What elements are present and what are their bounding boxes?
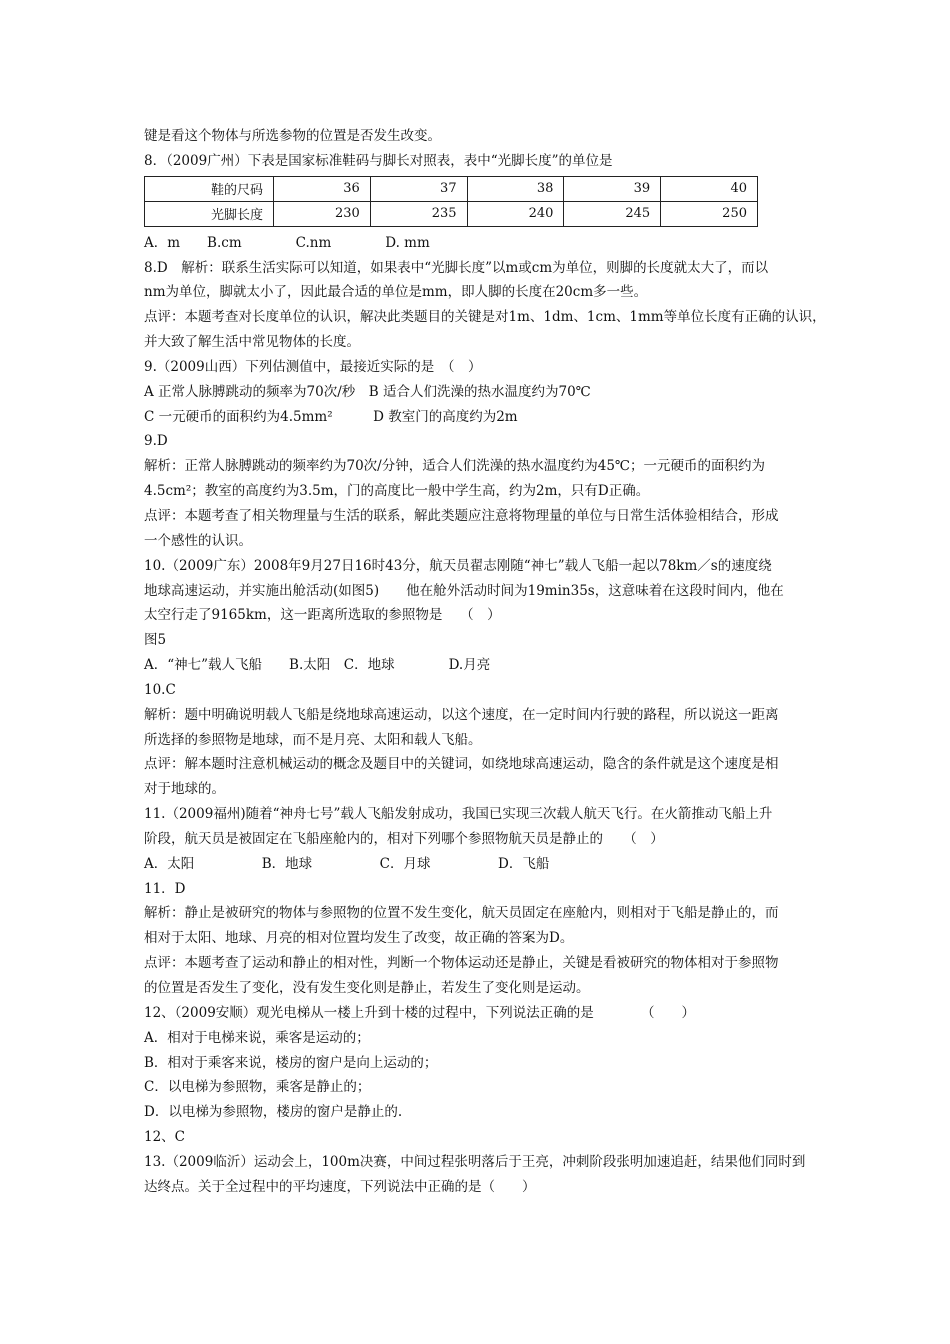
text-line: A．“神七”载人飞船 B.太阳 C．地球 D.月亮 bbox=[144, 657, 491, 674]
text-line: 太空行走了9165km，这一距离所选取的参照物是 （ ） bbox=[144, 607, 501, 624]
text-line: 9.D bbox=[144, 433, 168, 450]
text-line: 键是看这个物体与所选参物的位置是否发生改变。 bbox=[144, 128, 441, 144]
table-row bbox=[145, 176, 758, 201]
text-line: 8.D 解析：联系生活实际可以知道，如果表中“光脚长度”以m或cm为单位，则脚的长度就太大了，而以 bbox=[144, 259, 769, 276]
text-line: A 正常人脉膊跳动的频率为70次/秒 B 适合人们洗澡的热水温度约为70℃ bbox=[144, 383, 591, 400]
table-cell: 37 bbox=[370, 176, 467, 201]
text-line: 4.5cm²；教室的高度约为3.5m，门的高度比一般中学生高，约为2m，只有D正确。 bbox=[144, 483, 650, 500]
text-line: 点评：本题考查对长度单位的认识，解决此类题目的关键是对1m、1dm、1cm、1mm等单位长度有正确的认识， bbox=[144, 309, 826, 326]
text-line: 地球高速运动，并实施出舱活动(如图5) 他在舱外活动时间为19min35s，这意味着在这段时间内，他在 bbox=[144, 582, 784, 599]
shoe-size-table bbox=[144, 176, 758, 227]
text-line: B．相对于乘客来说，楼房的窗户是向上运动的； bbox=[144, 1054, 438, 1071]
table-cell: 240 bbox=[467, 201, 564, 226]
text-line: A．相对于电梯来说，乘客是运动的； bbox=[144, 1029, 370, 1046]
text-line: 点评：本题考查了运动和静止的相对性，判断一个物体运动还是静止，关键是看被研究的物体相对于参照物 bbox=[144, 955, 779, 972]
text-line: 的位置是否发生了变化，没有发生变化则是静止，若发生了变化则是运动。 bbox=[144, 980, 590, 996]
text-line: 解析：题中明确说明载人飞船是绕地球高速运动，以这个速度，在一定时间内行驶的路程，所以说这一距离 bbox=[144, 706, 779, 723]
text-line: 10.C bbox=[144, 681, 176, 698]
text-line: 点评：解本题时注意机械运动的概念及题目中的关键词，如绕地球高速运动，隐含的条件就是这个速度是相 bbox=[144, 756, 779, 773]
table-cell: 40 bbox=[661, 176, 758, 201]
text-line: 达终点。关于全过程中的平均速度，下列说法中正确的是（ ） bbox=[144, 1178, 536, 1195]
text-line: 解析：静止是被研究的物体与参照物的位置不发生变化，航天员固定在座舱内，则相对于飞船是静止的，而 bbox=[144, 905, 779, 922]
text-line: 12、（2009安顺）观光电梯从一楼上升到十楼的过程中，下列说法正确的是 （ ） bbox=[144, 1004, 696, 1021]
text-line: 解析：正常人脉膊跳动的频率约为70次/分钟，适合人们洗澡的热水温度约为45℃；一元硬币的面积约为 bbox=[144, 458, 766, 475]
text-line: 11.（2009福州)随着“神舟七号”载人飞船发射成功，我国已实现三次载人航天飞行。在火箭推动飞船上升 bbox=[144, 806, 773, 823]
text-line: 点评：本题考查了相关物理量与生活的联系，解此类题应注意将物理量的单位与日常生活体验相结合，形成 bbox=[144, 507, 779, 524]
text-line: 对于地球的。 bbox=[144, 781, 225, 798]
table-cell: 230 bbox=[274, 201, 371, 226]
table-row bbox=[145, 201, 758, 226]
text-line: 11．D bbox=[144, 880, 186, 897]
text-line: 阶段，航天员是被固定在飞船座舱内的，相对下列哪个参照物航天员是静止的 （ ） bbox=[144, 830, 664, 847]
table-cell: 245 bbox=[564, 201, 661, 226]
text-line: C．以电梯为参照物，乘客是静止的； bbox=[144, 1079, 371, 1096]
text-line: 一个感性的认识。 bbox=[144, 532, 252, 549]
text-line: A．m B.cm C.nm D. mm bbox=[144, 234, 430, 251]
table-cell: 250 bbox=[661, 201, 758, 226]
table-cell: 39 bbox=[564, 176, 661, 201]
text-line: 10.（2009广东）2008年9月27日16时43分，航天员翟志刚随“神七”载人飞船一起以78km／s的速度绕 bbox=[144, 557, 772, 574]
text-line: 9.（2009山西）下列估测值中，最接近实际的是 （ ） bbox=[144, 358, 482, 375]
question-8-stem: 8．（2009广州）下表是国家标准鞋码与脚长对照表，表中“光脚长度”的单位是 bbox=[144, 152, 613, 169]
text-line: 所选择的参照物是地球，而不是月亮、太阳和载人飞船。 bbox=[144, 731, 482, 748]
table-cell: 36 bbox=[274, 176, 371, 201]
text-line: nm为单位，脚就太小了，因此最合适的单位是mm，即人脚的长度在20cm多一些。 bbox=[144, 284, 648, 301]
table-cell: 38 bbox=[467, 176, 564, 201]
text-line: 相对于太阳、地球、月亮的相对位置均发生了改变，故正确的答案为D。 bbox=[144, 930, 574, 947]
row-header: 鞋的尺码 bbox=[145, 176, 274, 201]
text-line: 12、C bbox=[144, 1129, 186, 1146]
row-header: 光脚长度 bbox=[145, 201, 274, 226]
text-line: D．以电梯为参照物，楼房的窗户是静止的. bbox=[144, 1104, 403, 1121]
text-line: C 一元硬币的面积约为4.5mm² D 教室门的高度约为2m bbox=[144, 408, 518, 425]
table-cell: 235 bbox=[370, 201, 467, 226]
body-text bbox=[144, 231, 826, 1200]
text-line: 并大致了解生活中常见物体的长度。 bbox=[144, 334, 360, 351]
text-line: 13.（2009临沂）运动会上，100m决赛，中间过程张明落后于王亮，冲刺阶段张明加速追赶，结果他们同时到 bbox=[144, 1153, 806, 1170]
text-line: A．太阳 B．地球 C．月球 D．飞船 bbox=[144, 855, 550, 872]
document-page bbox=[144, 124, 826, 1200]
text-line: 图5 bbox=[144, 632, 167, 649]
